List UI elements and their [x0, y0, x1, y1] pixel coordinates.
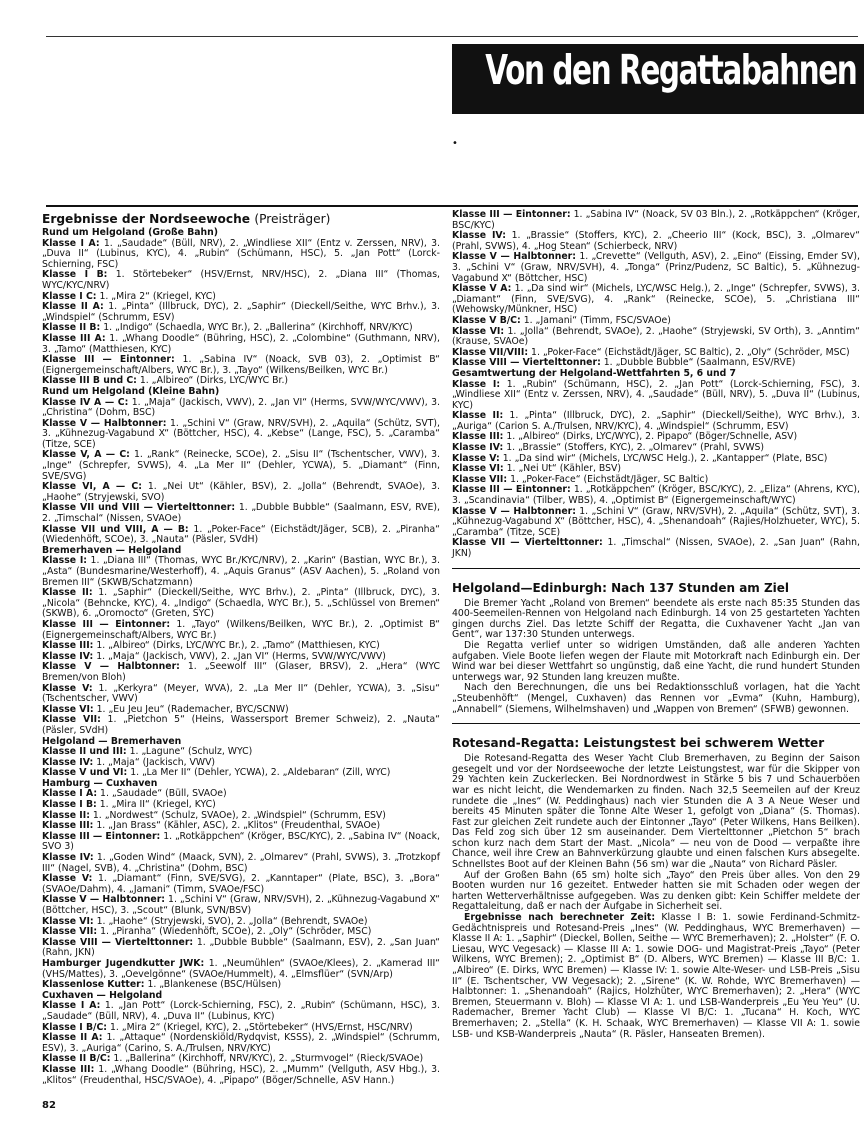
- result-text: 1. „Crevette“ (Vellguth, ASV), 2. „Eino“ (Eissing, Emder SV), 3. „Schini V“ (Graw, NRV/SVH), 4. „Tonga“ (Prinz/Pudenz, SC Baltic), 5. „Kühnezug-Vagabund X“ (Böttcher, HSC): [452, 251, 860, 284]
- article-divider: [452, 723, 860, 724]
- result-text: 1. „Da sind wir“ (Michels, LYC/WSC Helg.), 2. „Inge“ (Schrepfer, SVWS), 3. „Diamant“ (Finn, SVE/SVG), 4. „Rank“ (Reinecke, SCOe), 5. „Christiana III“ (Wehowsky/Münkner, HSC): [452, 283, 860, 316]
- result-text: 1. „Pinta“ (Illbruck, DYC), 2. „Saphir“ (Dieckell/Seithe, WYC Brhv.), 3. „Windspiel“ (Schrumm, ESV): [42, 301, 440, 323]
- result-text: 1. „Poker-Face“ (Eichstädt/Jäger, SC Baltic): [510, 473, 709, 485]
- result-text: 1. „Seewolf III“ (Glaser, BRSV), 2. „Hera“ (WYC Bremen/von Bloh): [42, 661, 440, 683]
- result-entry: [42, 482, 440, 503]
- class-label: Klasse IV:: [42, 650, 94, 662]
- result-text: 1. „Brassie“ (Stoffers, KYC), 2. „Olmarev“ (Prahl, SVWS): [506, 442, 765, 454]
- result-entry: [42, 525, 440, 546]
- article2-body: [452, 754, 860, 913]
- result-text: 1. „Tayo“ (Wilkens/Beilken, WYC Br.), 2. „Optimist B“ (Eignergemeinschaft/Albers, WYC Br.): [42, 618, 440, 641]
- article-paragraph: Die Regatta verlief unter so widrigen Umständen, daß alle anderen Yachten aufgaben. Viele Boote liefen wegen der Flaute mit Motorkraft nach Edinburgh ein. Der Wind war bei dieser Wettfahrt so ungünstig, daß eine Yacht, die rund hundert Stunden unterwegs war, 92 Stunden lang kreuzen mußte.: [452, 639, 860, 683]
- result-text: 1. „Jolla“ (Behrendt, SVAOe), 2. „Haohe“ (Stryjewski, SV Orth), 3. „Anntim“ (Krause, SVAOe): [452, 325, 860, 348]
- result-entry: [42, 1065, 440, 1086]
- class-label: Klasse I B:: [42, 269, 108, 281]
- result-entry: [42, 684, 440, 705]
- class-label: Klasse I C:: [42, 290, 97, 302]
- class-label: Klassenlose Kutter:: [42, 979, 145, 991]
- result-text: 1. „Haohe“ (Stryjewski, SVO), 2. „Jolla“ (Behrendt, SVAOe): [96, 915, 368, 927]
- class-label: Klasse V und VI:: [42, 767, 128, 779]
- result-entry: [42, 959, 440, 980]
- class-label: Gesamtwertung der Helgoland-Wettfahrten 5, 6 und 7: [452, 367, 736, 379]
- class-label: Klasse IV:: [452, 442, 504, 454]
- class-label: Klasse III — Eintonner:: [42, 618, 171, 630]
- result-text: 1. „Poker-Face“ (Eichstädt/Jäger, SC Baltic), 2. „Oly“ (Schröder, MSC): [531, 346, 850, 358]
- class-label: Klasse IV:: [42, 852, 94, 864]
- result-text: 1. „Poker-Face“ (Eichstädt/Jäger, SCB), 2. „Piranha“ (Wiedenhöft, SCOe), 3. „Nauta“ (Päsler, SVdH): [42, 523, 440, 546]
- class-label: Klasse II:: [42, 587, 93, 599]
- section-rule: [46, 205, 858, 207]
- article2-results: [452, 913, 860, 1040]
- class-label: Hamburg — Cuxhaven: [42, 777, 158, 789]
- class-label: Klasse II A:: [42, 1032, 103, 1044]
- article-paragraph: Die Bremer Yacht „Roland von Bremen“ beendete als erste nach 85:35 Stunden das 400-Seemeilen-Rennen von Helgoland nach Edinburgh. 14 von 25 gestarteten Yachten gingen durchs Ziel. Das letzte Schiff der Regatta, die Cuxhavener Yacht „Jan van Gent“, war 137:30 Stunden unterwegs.: [452, 597, 860, 641]
- result-text: 1. Störtebeker“ (HSV/Ernst, NRV/HSC), 2. „Diana III“ (Thomas, WYC/KYC/NRV): [42, 269, 440, 291]
- article-paragraph: Nach den Berechnungen, die uns bei Redaktionsschluß vorlagen, hat die Yacht „Steubenhöft“ (Mengel, Cuxhaven) das Rennen vor „Evma“ (Kuhn, Hamburg), „Annabell“ (Siemens, Wilhelmshaven) und „Wappen von Bremen“ (SFWB) gewonnen.: [452, 682, 860, 715]
- class-label: Klasse V B/C:: [452, 314, 521, 326]
- result-text: 1. „Neumühlen“ (SVAOe/Klees), 2. „Kamerad III“ (VHS/Mattes), 3. „Oevelgönne“ (SVAOe/Hummelt), 4. „Elmsflüer“ (SVN/Arp): [42, 957, 440, 980]
- class-label: Klasse III — Eintonner:: [452, 209, 571, 220]
- result-text: 1. „Saudade“ (Büll, NRV), 2. „Windliese XII“ (Entz v. Zerssen, NRV), 3. „Duva II“ (Lubinus, KYC), 4. „Rubin“ (Schümann, HSC), 5. „Jan Pott“ (Lorck-Schierning, FSC): [42, 237, 440, 270]
- result-text: 1. „Attaque“ (Nordenskiöld/Rydqvist, KSSS), 2. „Windspiel“ (Schrumm, ESV), 3. „Auriga“ (Carino, S. A./Trulsen, NRV/KYC): [42, 1032, 441, 1054]
- result-text: 1. „Maja“ (Jackisch, VWV), 2. „Jan VI“ (Herms, SVW/WYC/VWV), 3. „Christina“ (Dohm, BSC): [42, 396, 440, 419]
- class-label: Klasse VII/VIII:: [452, 346, 529, 358]
- results-title-text: Ergebnisse der Nordseewoche: [42, 212, 251, 226]
- result-text: 1. „Dubble Bubble“ (Saalmann, ESV), 2. „San Juan“ (Rahn, JKN): [42, 936, 440, 959]
- result-text: 1. „Rotkäppchen“ (Kröger, BSC/KYC), 2. „Eliza“ (Ahrens, KYC), 3. „Scandinavia“ (Tilber, WBS), 4. „Optimist B“ (Eignergemeinschaft/WYC): [452, 484, 860, 507]
- result-text: 1. „Blankenese (BSC/Hülsen): [147, 979, 282, 991]
- class-label: Klasse III:: [452, 431, 504, 443]
- class-label: Klasse III A:: [42, 332, 106, 344]
- class-label: Klasse IV:: [452, 230, 506, 242]
- result-text: 1. „Albireo“ (Dirks, LYC/WYC), 2. Pipapo“ (Böger/Schnelle, ASV): [506, 431, 798, 443]
- result-text: 1. „Goden Wind“ (Maack, SVN), 2. „Olmarev“ (Prahl, SVWS), 3. „Trotzkopf III“ (Nagel, SVB), 4. „Christina“ (Dohm, BSC): [42, 852, 440, 874]
- result-entry: [42, 398, 440, 419]
- article-divider: [452, 568, 860, 569]
- class-label: Klasse V — Halbtonner:: [42, 661, 180, 673]
- class-label: Klasse I B/C:: [42, 1021, 107, 1033]
- class-label: Klasse II:: [42, 809, 90, 821]
- class-label: Klasse I:: [42, 555, 88, 567]
- result-text: 1. „Dubble Bubble“ (Saalmann, ESV/RVE): [603, 357, 796, 369]
- result-entry: [42, 874, 440, 895]
- class-label: Helgoland — Bremerhaven: [42, 735, 182, 747]
- result-text: 1. „Jan Pott“ (Lorck-Schierning, FSC), 2. „Rubin“ (Schümann, HSC), 3. „Saudade“ (Büll, NRV), 4. „Duva II“ (Lubinus, KYC): [42, 1000, 440, 1022]
- result-entry: [42, 1001, 440, 1022]
- left-results-list: [42, 228, 440, 1086]
- class-label: Klasse II und III:: [42, 746, 127, 758]
- result-text: 1. „Nordwest“ (Schulz, SVAOe), 2. „Windspiel“ (Schrumm, ESV): [92, 809, 386, 821]
- class-label: Klasse V — Halbtonner:: [42, 417, 167, 429]
- class-label: Klasse V:: [452, 452, 500, 464]
- result-text: 1. „Mira 2“ (Kriegel, KYC), 2. „Störtebeker“ (HVS/Ernst, HSC/NRV): [109, 1021, 413, 1033]
- result-text: 1. „Diamant“ (Finn, SVE/SVG), 2. „Kanntaper“ (Plate, BSC), 3. „Bora“ (SVAOe/Dahm), 4. „Jamani“ (Timm, SVAOe/FSC): [42, 873, 440, 895]
- result-entry: [42, 588, 440, 620]
- class-label: Klasse I:: [452, 378, 501, 390]
- result-text: 1. „Dubble Bubble“ (Saalmann, ESV, RVE), 2. „Timschal“ (Nissen, SVAOe): [42, 502, 440, 525]
- result-entry: [42, 419, 440, 451]
- class-label: Klasse III — Eintonner:: [42, 830, 161, 842]
- result-text: 1. „Timschal“ (Nissen, SVAOe), 2. „San Juan“ (Rahn, JKN): [452, 537, 860, 559]
- result-entry: [42, 662, 440, 683]
- result-text: 1. „Eu Jeu Jeu“ (Rademacher, BYC/SCNW): [96, 703, 289, 715]
- class-label: Klasse VI:: [42, 703, 94, 715]
- result-entry: [42, 450, 440, 482]
- class-label: Klasse II:: [452, 410, 504, 422]
- class-label: Klasse II A:: [42, 301, 104, 313]
- class-label: Klasse III:: [42, 640, 94, 652]
- result-text: 1. „Saudade“ (Büll, SVAOe): [100, 788, 227, 800]
- class-label: Klasse VII:: [452, 473, 508, 485]
- result-entry: [452, 538, 860, 559]
- result-entry: [452, 284, 860, 316]
- class-label: Klasse II B/C:: [42, 1053, 111, 1065]
- right-column: [452, 210, 860, 1040]
- result-entry: [452, 327, 860, 348]
- result-text: 1. „Sabina IV“ (Noack, SVB 03), 2. „Optimist B“ (Eignergemeinschaft/Albers, WYC Br.), 3. „Tayo“ (Wilkens/Beilken, WYC Br.): [42, 354, 440, 376]
- results-title: [42, 212, 440, 226]
- result-entry: [452, 485, 860, 506]
- masthead: [452, 44, 864, 114]
- result-text: 1. „La Mer II“ (Dehler, YCWA), 2. „Aldebaran“ (Zill, WYC): [130, 767, 391, 779]
- article1-headline: Helgoland—Edinburgh: Nach 137 Stunden am Ziel: [452, 580, 790, 595]
- results-text: Klasse I B: 1. sowie Ferdinand-Schmitz-Gedächtnispreis und Rotesand-Preis „Ines“ (W. Peddinghaus, WYC Bremerhaven) — Klasse II A: 1. „Saphir“ (Dieckel, Bollen, Seithe — WYC Bremerhaven); 2. „Holster“ (F. O. Liesau, WYC Vegesack) — Klasse III A: 1. sowie DOG- und Magistrat-Preis „Tayo“ (Peter Wilkens, WYC Bremen); 2. „Optimist B“ (D. Albers, WYC Bremen) — Klasse III B/C: 1. „Albireo“ (E. Dirks, WYC Bremen) — Klasse IV: 1. sowie Alte-Weser- und LSB-Preis „Sisu II“ (E. Tschentscher, VW Vegesack); 2. „Sirene“ (K. W. Rohde, WYC Bremerhaven) — Halbtonner: 1. „Shenandoah“ (Rajics, Holzhüter, WYC Bremerhaven); 2. „Hera“ (WYC Bremen, Steuermann v. Bloh) — Klasse VI A: 1. und LSB-Wanderpreis „Eu Yeu Yeu“ (U. Rademacher, Bremer Yacht Club) — Klasse VI B/C: 1. „Tucana“ H. Koch, WYC Bremerhaven; 2. „Stella“ (K. H. Schaak, WYC Bremerhaven) — Klasse VII A: 1. sowie LSB- und KSB-Wanderpreis „Nauta“ (R. Päsler, Hanseaten Bremen).: [452, 912, 860, 1040]
- class-label: Klasse III:: [42, 1063, 95, 1075]
- result-text: 1. „Schini V“ (Graw, NRV/SVH), 2. „Aquila“ (Schütz, SVT), 3. „Kühnezug-Vagabund X“ (Böttcher, HSC), 4. „Shenandoah“ (Rajies/Holzhueter, WYC), 5. „Caramba“ (Titze, SCE): [452, 505, 860, 538]
- result-text: 1. „Rotkäppchen“ (Kröger, BSC/KYC), 2. „Sabina IV“ (Noack, SVO 3): [42, 830, 440, 853]
- class-label: Rund um Helgoland (Kleine Bahn): [42, 385, 220, 397]
- result-entry: [42, 302, 440, 323]
- class-label: Klasse V — Halbtonner:: [42, 894, 166, 906]
- result-text: 1. „Da sind wir“ (Michels, LYC/WSC Helg.), 2. „Kantapper“ (Plate, BSC): [502, 452, 828, 464]
- result-entry: [42, 503, 440, 524]
- result-entry: [452, 210, 860, 231]
- result-entry: [42, 938, 440, 959]
- result-entry: [42, 715, 440, 736]
- result-text: 1. „Sabina IV“ (Noack, SV 03 Bln.), 2. „Rotkäppchen“ (Kröger, BSC/KYC): [452, 209, 860, 231]
- result-text: 1. „Mira 2“ (Kriegel, KYC): [99, 290, 216, 302]
- class-label: Klasse III — Eintonner:: [42, 354, 175, 366]
- class-label: Hamburger Jugendkutter JWK:: [42, 957, 205, 969]
- article-paragraph: Auf der Großen Bahn (65 sm) holte sich „Tayo“ den Preis über alles. Von den 29 Booten wurden nur 16 gezeitet. Entweder hatten sie mit Schaden oder wegen der harten Wetterverhältnisse aufgegeben. Was zu denken gibt: Kein Schiffer meldete der Regattaleitung, daß er nach der Aufgabe in Sicherheit sei.: [452, 869, 860, 913]
- class-label: Klasse V A:: [452, 283, 512, 295]
- result-text: 1. „Brassie“ (Stoffers, KYC), 2. „Cheerio III“ (Kock, BSC), 3. „Olmarev“ (Prahl, SVWS), 4. „Hog Stean“ (Schierbeck, NRV): [452, 230, 860, 252]
- class-label: Klasse VII und VIII, A — B:: [42, 523, 189, 535]
- results-title-suffix: (Preisträger): [254, 212, 331, 226]
- class-label: Klasse V, A — C:: [42, 449, 130, 461]
- result-entry: [452, 252, 860, 284]
- result-entry: [452, 411, 860, 432]
- class-label: Klasse VII:: [42, 714, 101, 726]
- class-label: Klasse II B:: [42, 322, 101, 334]
- class-label: Klasse VIII — Viertelttonner:: [42, 936, 194, 948]
- result-entry: [42, 895, 440, 916]
- class-label: Bremerhaven — Helgoland: [42, 544, 182, 556]
- class-label: Klasse IV:: [42, 756, 94, 768]
- result-text: 1. „Albireo“ (Dirks, LYC/WYC Br.): [139, 375, 289, 387]
- class-label: Klasse VII und VIII — Viertelttonner:: [42, 502, 236, 514]
- class-label: Klasse VI, A — C:: [42, 481, 142, 493]
- result-entry: [452, 380, 860, 412]
- right-results-list: [452, 210, 860, 560]
- result-text: 1. „Whang Doodle“ (Bühring, HSC), 2. „Colombine“ (Guthmann, NRV), 3. „Tamo“ (Matthiesen, KYC): [42, 332, 440, 355]
- result-entry: [42, 334, 440, 355]
- class-label: Klasse VI:: [42, 915, 94, 927]
- class-label: Klasse VI:: [452, 463, 504, 475]
- class-label: Klasse I A:: [42, 237, 100, 249]
- class-label: Klasse V — Halbtonner:: [452, 505, 576, 517]
- result-entry: [42, 556, 440, 588]
- article2-headline: Rotesand-Regatta: Leistungstest bei schwerem Wetter: [452, 736, 825, 751]
- result-text: 1. „Kerkyra“ (Meyer, WVA), 2. „La Mer II“ (Dehler, YCWA), 3. „Sisu“ (Tschentscher, VWV): [42, 682, 440, 705]
- class-label: Klasse III — Eintonner:: [452, 484, 571, 496]
- class-label: Klasse III:: [42, 820, 94, 832]
- result-text: 1. „Jamani“ (Timm, FSC/SVAOe): [523, 314, 671, 326]
- result-text: 1. „Albireo“ (Dirks, LYC/WYC Br.), 2. „Tamo“ (Matthiesen, KYC): [96, 640, 380, 652]
- result-text: 1. „Whang Doodle“ (Bühring, HSC), 2. „Mumm“ (Vellguth, ASV Hbg.), 3. „Klitos“ (Freudenthal, HSC/SVAOe), 4. „Pipapo“ (Böger/Schnelle, ASV Hann.): [42, 1063, 440, 1086]
- class-label: Cuxhaven — Helgoland: [42, 989, 163, 1001]
- class-label: Klasse VII — Viertelttonner:: [452, 537, 603, 549]
- result-entry: [42, 1033, 440, 1054]
- top-rule: [46, 36, 858, 37]
- result-entry: [42, 832, 440, 853]
- result-text: 1. „Pinta“ (Illbruck, DYC), 2. „Saphir“ (Dieckell/Seithe), WYC Brhv.), 3. „Auriga“ (Carion S. A./Trulsen, NRV/KYC), 4. „Windspiel“ (Schrumm, ESV): [452, 410, 860, 432]
- result-text: 1. „Schini V“ (Graw, NRV/SVH), 2. „Kühnezug-Vagabund X“ (Böttcher, HSC), 3. „Scout“ (Blunk, SVN/BSV): [42, 894, 441, 916]
- class-label: Rund um Helgoland (Große Bahn): [42, 227, 219, 238]
- class-label: Klasse III B und C:: [42, 375, 137, 387]
- result-text: 1. „Pietchon 5“ (Heins, Wassersport Bremer Schweiz), 2. „Nauta“ (Päsler, SVdH): [42, 714, 440, 736]
- result-entry: [42, 620, 440, 641]
- class-label: Klasse I A:: [42, 1000, 101, 1012]
- class-label: Klasse IV A — C:: [42, 396, 129, 408]
- class-label: Klasse I A:: [42, 788, 98, 800]
- class-label: Klasse V:: [42, 682, 93, 694]
- result-text: 1. „Mira II“ (Kriegel, KYC): [99, 799, 216, 811]
- result-entry: [452, 507, 860, 539]
- result-text: 1. „Piranha“ (Wiedenhöft, SCOe), 2. „Oly“ (Schröder, MSC): [100, 926, 372, 938]
- page-number: 82: [42, 1100, 56, 1111]
- class-label: Klasse VII:: [42, 926, 98, 938]
- result-text: 1. „Saphir“ (Dieckell/Seithe, WYC Brhv.), 2. „Pinta“ (Illbruck, DYC), 3. „Nicola“ (Behncke, KYC), 4. „Indigo“ (Schaedla, WYC Br.), 5. „Schlüssel von Bremen“ (SKWB), 6. „Oromocto“ (Greten, SYC): [42, 587, 440, 620]
- class-label: Klasse VIII — Viertelttonner:: [452, 357, 601, 369]
- class-label: Klasse VI:: [452, 325, 505, 337]
- result-text: 1. „Diana III“ (Thomas, WYC Br./KYC/NRV), 2. „Karin“ (Bastian, WYC Br.), 3. „Asta“ (Bundesmarine/Westerhoff), 4. „Aquis Granus“ (ASV Aachen), 5. „Roland von Bremen III“ (SKWB/Schatzmann): [42, 555, 441, 588]
- result-text: 1. „Maja“ (Jackisch, VWV): [96, 756, 216, 768]
- class-label: Klasse I B:: [42, 799, 97, 811]
- results-lead: Ergebnisse nach berechneter Zeit:: [464, 912, 656, 924]
- article-paragraph: Die Rotesand-Regatta des Weser Yacht Club Bremerhaven, zu Beginn der Saison gesegelt und vor der Nordseewoche der letzte Leistungstest, war für die Skipper von 29 Yachten kein Zuckerlecken. Bei Nordnordwest in Stärke 5 bis 7 und Schauerböen war es nicht leicht, die Wendemarken zu finden. Nach 32,5 Seemeilen auf der Kreuz rundete die „Ines“ (W. Peddinghaus) nach vier Stunden die A 3 A Neue Weser und bereits 45 Minuten später die Tonne Alte Weser 1, gefolgt von „Diana“ (S. Thomas). Fast zur gleichen Zeit rundete auch der Eintonner „Tayo“ (Peter Wilkens, Hans Beilken). Das Feld zog sich über 12 sm auseinander. Dem Viertelttonner „Pietchon 5“ brach schon kurz nach dem Start der Mast. „Nicola“ — neu von de Dood — verpaßte ihre Chance, weil ihre Crew an Bahnverkürzung glaubte und einen falschen Kurs absegelte. Schnellstes Boot auf der Kleinen Bahn (56 sm) war die „Nauta“ von Richard Päsler.: [452, 753, 860, 871]
- result-text: 1. „Nei Ut“ (Kähler, BSV): [506, 463, 621, 475]
- small-mark: •: [452, 138, 458, 149]
- left-column: [42, 210, 440, 1086]
- result-entry: [452, 231, 860, 252]
- result-text: 1. „Jan Brass“ (Kähler, ASC), 2. „Klitos“ (Freudenthal, SVAOe): [96, 820, 381, 832]
- article1-body: [452, 599, 860, 716]
- class-label: Klasse V:: [42, 873, 93, 885]
- masthead-title: Von den Regattabahnen: [484, 46, 856, 94]
- result-text: 1. „Lagune“ (Schulz, WYC): [129, 746, 253, 758]
- result-entry: [42, 270, 440, 291]
- result-text: 1. „Rubin“ (Schümann, HSC), 2. „Jan Pott“ (Lorck-Schierning, FSC), 3. „Windliese XII“ (Entz v. Zerssen, NRV), 4. „Saudade“ (Büll, NRV), 5. „Duva II“ (Lubinus, KYC): [452, 378, 860, 411]
- result-text: 1. „Maja“ (Jackisch, VWV), 2. „Jan VI“ (Herms, SVW/WYC/VWV): [96, 650, 386, 662]
- result-text: 1. „Nei Ut“ (Kähler, BSV), 2. „Jolla“ (Behrendt, SVAOe), 3. „Haohe“ (Stryjewski, SVO): [42, 481, 440, 503]
- result-entry: [42, 239, 440, 271]
- result-entry: [42, 355, 440, 376]
- class-label: Klasse V — Halbtonner:: [452, 251, 576, 263]
- result-text: 1. „Indigo“ (Schaedla, WYC Br.), 2. „Ballerina“ (Kirchhoff, NRV/KYC): [103, 322, 413, 334]
- result-entry: [42, 853, 440, 874]
- result-text: 1. „Schini V“ (Graw, NRV/SVH), 2. „Aquila“ (Schütz, SVT), 3. „Kühnezug-Vagabund X“ (Böttcher, HSC), 4. „Kebse“ (Lange, FSC), 5. „Caramba“ (Titze, SCE): [42, 417, 440, 450]
- result-text: 1. „Rank“ (Reinecke, SCOe), 2. „Sisu II“ (Tschentscher, VWV), 3. „Inge“ (Schrepfer, SVWS), 4. „La Mer II“ (Dehler, YCWA), 5. „Diamant“ (Finn, SVE/SVG): [42, 449, 440, 482]
- result-text: 1. „Ballerina“ (Kirchhoff, NRV/KYC), 2. „Sturmvogel“ (Rieck/SVAOe): [113, 1053, 424, 1065]
